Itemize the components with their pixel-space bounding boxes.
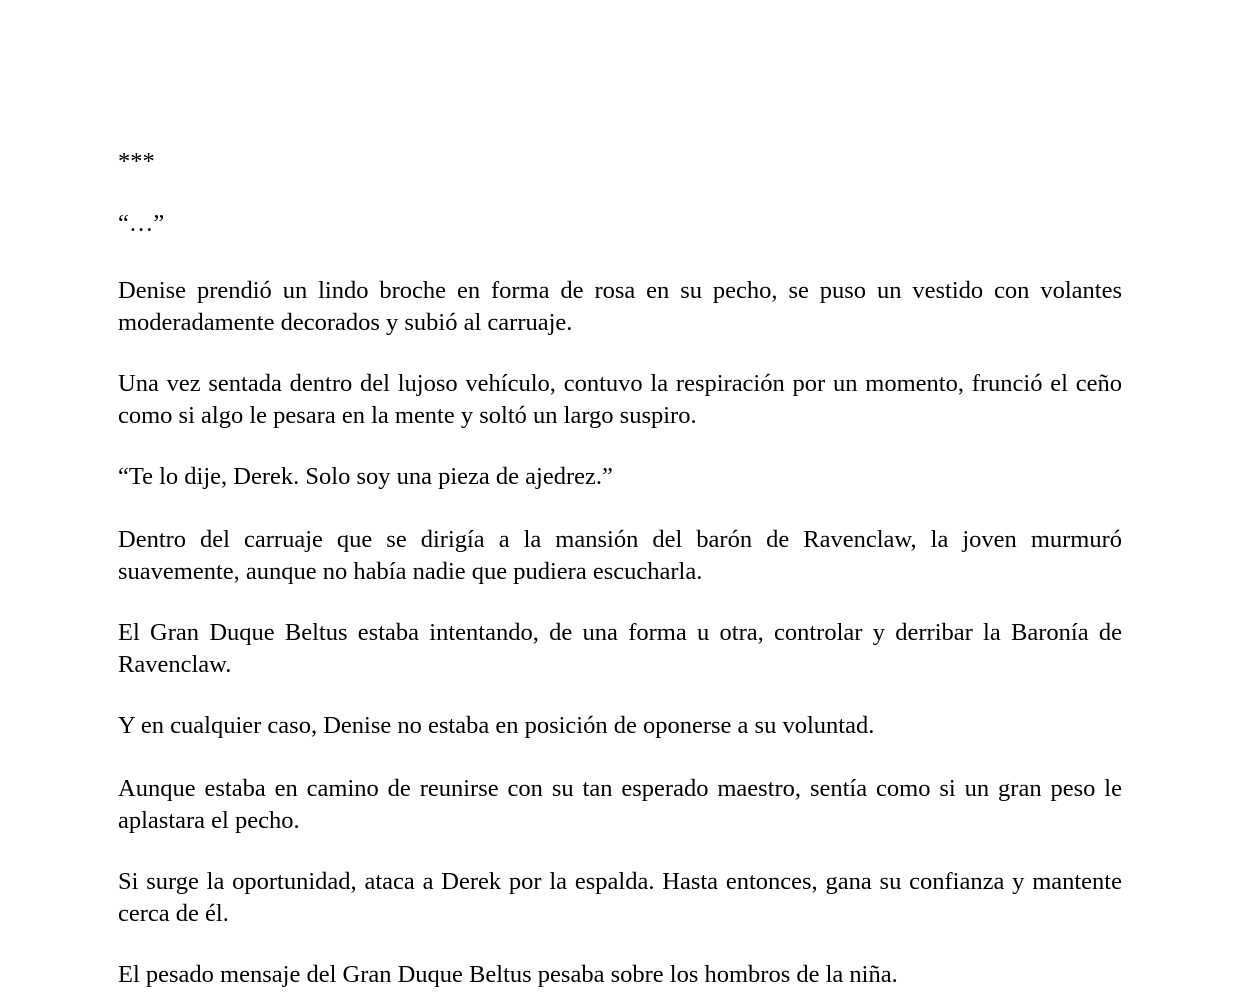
- paragraph-10: El pesado mensaje del Gran Duque Beltus pesaba sobre los hombros de la niña.: [118, 961, 898, 988]
- paragraph-7: Y en cualquier caso, Denise no estaba en posición de oponerse a su voluntad.: [118, 712, 875, 739]
- paragraph-8: Aunque estaba en camino de reunirse con su tan esperado maestro, sentía como si un gran peso le aplastara el pecho.: [118, 775, 1122, 834]
- paragraph-1: “…”: [118, 210, 165, 237]
- scene-break: ***: [118, 148, 155, 175]
- paragraph-2: Denise prendió un lindo broche en forma de rosa en su pecho, se puso un vestido con volantes moderadamente decorados y subió al carruaje.: [118, 277, 1122, 336]
- paragraph-3: Una vez sentada dentro del lujoso vehículo, contuvo la respiración por un momento, frunció el ceño como si algo le pesara en la mente y soltó un largo suspiro.: [118, 370, 1122, 429]
- paragraph-5: Dentro del carruaje que se dirigía a la mansión del barón de Ravenclaw, la joven murmuró suavemente, aunque no había nadie que pudiera escucharla.: [118, 526, 1122, 585]
- paragraph-6: El Gran Duque Beltus estaba intentando, de una forma u otra, controlar y derribar la Baronía de Ravenclaw.: [118, 619, 1122, 678]
- paragraph-4: “Te lo dije, Derek. Solo soy una pieza de ajedrez.”: [118, 463, 613, 490]
- paragraph-9: Si surge la oportunidad, ataca a Derek por la espalda. Hasta entonces, gana su confianza y mantente cerca de él.: [118, 868, 1122, 927]
